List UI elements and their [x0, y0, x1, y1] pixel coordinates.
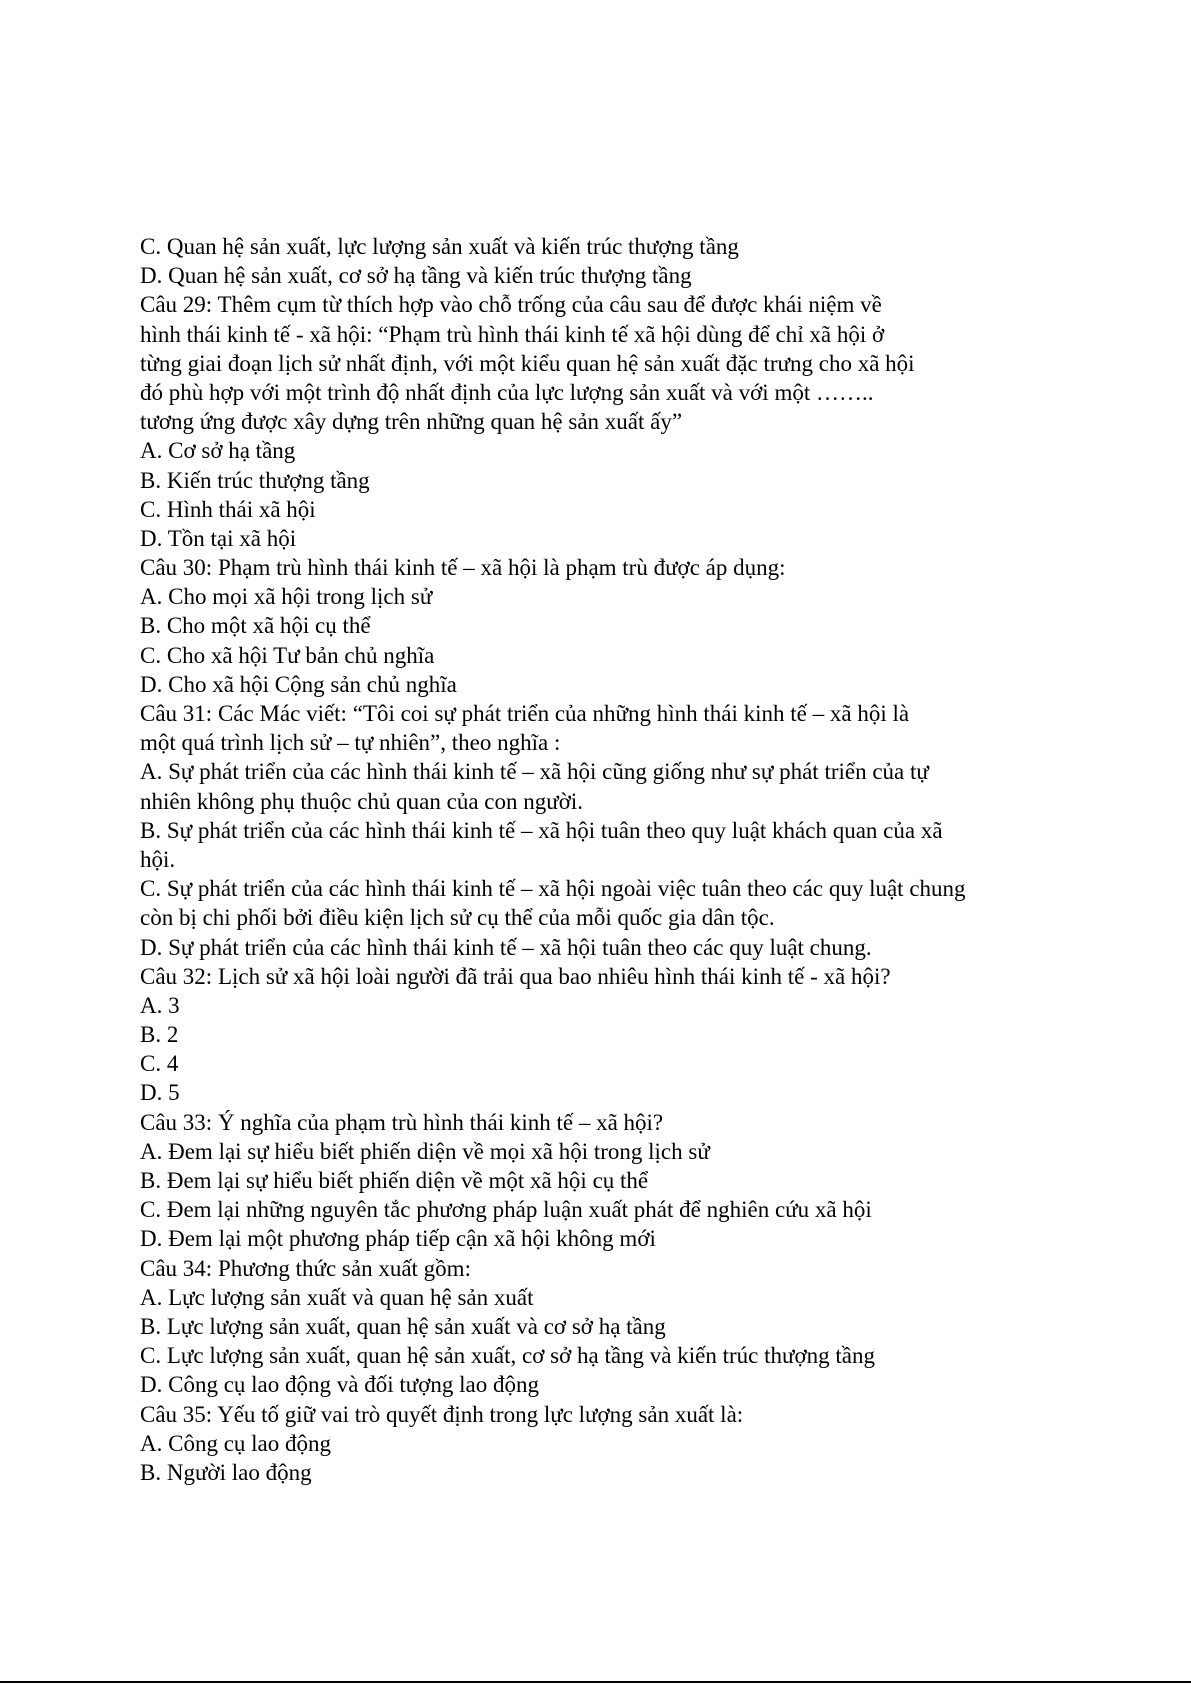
text-line: còn bị chi phối bởi điều kiện lịch sử cụ thể của mỗi quốc gia dân tộc.: [140, 905, 775, 931]
question-32-line: Câu 32: Lịch sử xã hội loài người đã trải qua bao nhiêu hình thái kinh tế - xã hội?: [140, 963, 891, 989]
answer-option: D. Sự phát triển của các hình thái kinh tế – xã hội tuân theo các quy luật chung.: [140, 934, 872, 960]
answer-option: C. Cho xã hội Tư bản chủ nghĩa: [140, 642, 435, 668]
text-line: tương ứng được xây dựng trên những quan hệ sản xuất ấy”: [140, 409, 683, 435]
text-line: nhiên không phụ thuộc chủ quan của con người.: [140, 788, 584, 814]
answer-option: A. Cho mọi xã hội trong lịch sử: [140, 584, 433, 610]
answer-option: B. 2: [140, 1022, 179, 1048]
answer-option: D. 5: [140, 1080, 180, 1106]
text-line: từng giai đoạn lịch sử nhất định, với một kiểu quan hệ sản xuất đặc trưng cho xã hội: [140, 350, 915, 376]
answer-option: B. Lực lượng sản xuất, quan hệ sản xuất và cơ sở hạ tầng: [140, 1313, 666, 1339]
question-34-line: Câu 34: Phương thức sản xuất gồm:: [140, 1255, 471, 1281]
answer-option: C. 4: [140, 1051, 179, 1077]
page-bottom-rule: [0, 1681, 1191, 1683]
answer-option: A. Đem lại sự hiểu biết phiến diện về mọi xã hội trong lịch sử: [140, 1138, 710, 1164]
text-line: hội.: [140, 846, 176, 872]
answer-option: A. 3: [140, 992, 180, 1018]
answer-option: B. Kiến trúc thượng tầng: [140, 467, 370, 493]
answer-option: C. Đem lại những nguyên tắc phương pháp luận xuất phát để nghiên cứu xã hội: [140, 1197, 872, 1223]
answer-option: D. Cho xã hội Cộng sản chủ nghĩa: [140, 671, 457, 697]
question-30-line: Câu 30: Phạm trù hình thái kinh tế – xã hội là phạm trù được áp dụng:: [140, 555, 786, 581]
answer-option: B. Sự phát triển của các hình thái kinh tế – xã hội tuân theo quy luật khách quan của xã: [140, 817, 943, 843]
answer-option: D. Tồn tại xã hội: [140, 525, 297, 551]
question-29-line: Câu 29: Thêm cụm từ thích hợp vào chỗ trống của câu sau để được khái niệm về: [140, 292, 882, 318]
answer-option: C. Lực lượng sản xuất, quan hệ sản xuất, cơ sở hạ tầng và kiến trúc thượng tầng: [140, 1343, 875, 1369]
text-line: đó phù hợp với một trình độ nhất định của lực lượng sản xuất và với một ……..: [140, 379, 874, 405]
question-35-line: Câu 35: Yếu tố giữ vai trò quyết định trong lực lượng sản xuất là:: [140, 1401, 744, 1427]
answer-option: B. Cho một xã hội cụ thể: [140, 613, 371, 639]
text-line: D. Quan hệ sản xuất, cơ sở hạ tầng và kiến trúc thượng tầng: [140, 263, 692, 289]
question-31-line: Câu 31: Các Mác viết: “Tôi coi sự phát triển của những hình thái kinh tế – xã hội là: [140, 701, 910, 726]
answer-option: D. Đem lại một phương pháp tiếp cận xã hội không mới: [140, 1226, 656, 1252]
answer-option: D. Công cụ lao động và đối tượng lao động: [140, 1372, 539, 1398]
answer-option: B. Người lao động: [140, 1459, 312, 1485]
answer-option: A. Cơ sở hạ tầng: [140, 438, 296, 464]
question-33-line: Câu 33: Ý nghĩa của phạm trù hình thái kinh tế – xã hội?: [140, 1109, 664, 1135]
text-line: hình thái kinh tế - xã hội: “Phạm trù hình thái kinh tế xã hội dùng để chỉ xã hội ở: [140, 321, 885, 347]
answer-option: A. Công cụ lao động: [140, 1430, 332, 1456]
document-body: [140, 232, 1070, 1487]
answer-option: C. Sự phát triển của các hình thái kinh tế – xã hội ngoài việc tuân theo các quy luật chung: [140, 876, 966, 902]
answer-option: C. Hình thái xã hội: [140, 496, 316, 522]
answer-option: B. Đem lại sự hiểu biết phiến diện về một xã hội cụ thể: [140, 1168, 649, 1193]
text-line: một quá trình lịch sử – tự nhiên”, theo nghĩa :: [140, 730, 561, 756]
text-line: C. Quan hệ sản xuất, lực lượng sản xuất và kiến trúc thượng tầng: [140, 234, 739, 259]
answer-option: A. Sự phát triển của các hình thái kinh tế – xã hội cũng giống như sự phát triển của tự: [140, 759, 929, 785]
answer-option: A. Lực lượng sản xuất và quan hệ sản xuất: [140, 1284, 534, 1310]
